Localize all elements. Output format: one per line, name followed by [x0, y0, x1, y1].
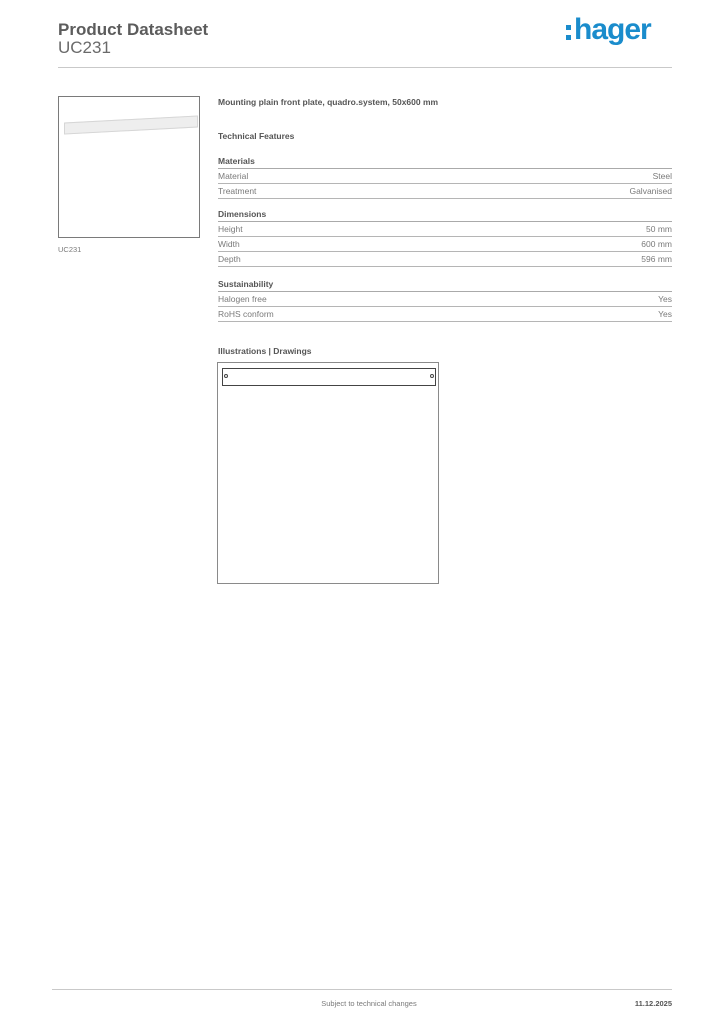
logo-dots-icon — [566, 25, 571, 40]
feature-label: Width — [218, 239, 240, 249]
hager-logo — [566, 12, 651, 48]
mounting-hole-icon — [430, 374, 434, 378]
feature-label: Treatment — [218, 186, 257, 196]
feature-row — [218, 184, 672, 199]
feature-label: Halogen free — [218, 294, 267, 304]
feature-label: Depth — [218, 254, 241, 264]
feature-label: Height — [218, 224, 243, 234]
footer-note: Subject to technical changes — [321, 999, 417, 1008]
group-title: Sustainability — [218, 278, 672, 292]
main-content — [218, 95, 672, 358]
group-title: Dimensions — [218, 208, 672, 222]
header-divider — [58, 67, 672, 68]
front-plate-image — [64, 115, 198, 134]
illustrations-heading: Illustrations | Drawings — [218, 346, 312, 356]
feature-value: Galvanised — [629, 186, 672, 196]
feature-value: Yes — [658, 294, 672, 304]
footer-divider — [52, 989, 672, 990]
feature-value: Yes — [658, 309, 672, 319]
product-code: UC231 — [58, 38, 111, 57]
technical-features-heading: Technical Features — [218, 131, 295, 141]
mounting-hole-icon — [224, 374, 228, 378]
feature-value: 50 mm — [646, 224, 672, 234]
logo-text: hager — [574, 13, 651, 46]
plate-outline-drawing — [222, 368, 436, 386]
feature-row — [218, 307, 672, 322]
group-title: Materials — [218, 155, 672, 169]
feature-row — [218, 169, 672, 184]
document-title: Product Datasheet — [58, 20, 209, 39]
feature-row — [218, 222, 672, 237]
footer-date: 11.12.2025 — [634, 999, 672, 1008]
image-caption: UC231 — [58, 245, 82, 254]
product-image — [58, 96, 200, 238]
feature-value: 600 mm — [641, 239, 672, 249]
feature-value: 596 mm — [641, 254, 672, 264]
feature-row — [218, 237, 672, 252]
feature-row — [218, 292, 672, 307]
technical-drawing — [217, 362, 439, 584]
feature-label: Material — [218, 171, 249, 181]
sustainability-group — [218, 278, 672, 322]
dimensions-group — [218, 208, 672, 267]
feature-value: Steel — [652, 171, 672, 181]
materials-group — [218, 155, 672, 199]
feature-label: RoHS conform — [218, 309, 274, 319]
feature-row — [218, 252, 672, 267]
product-description: Mounting plain front plate, quadro.system, 50x600 mm — [218, 97, 439, 107]
